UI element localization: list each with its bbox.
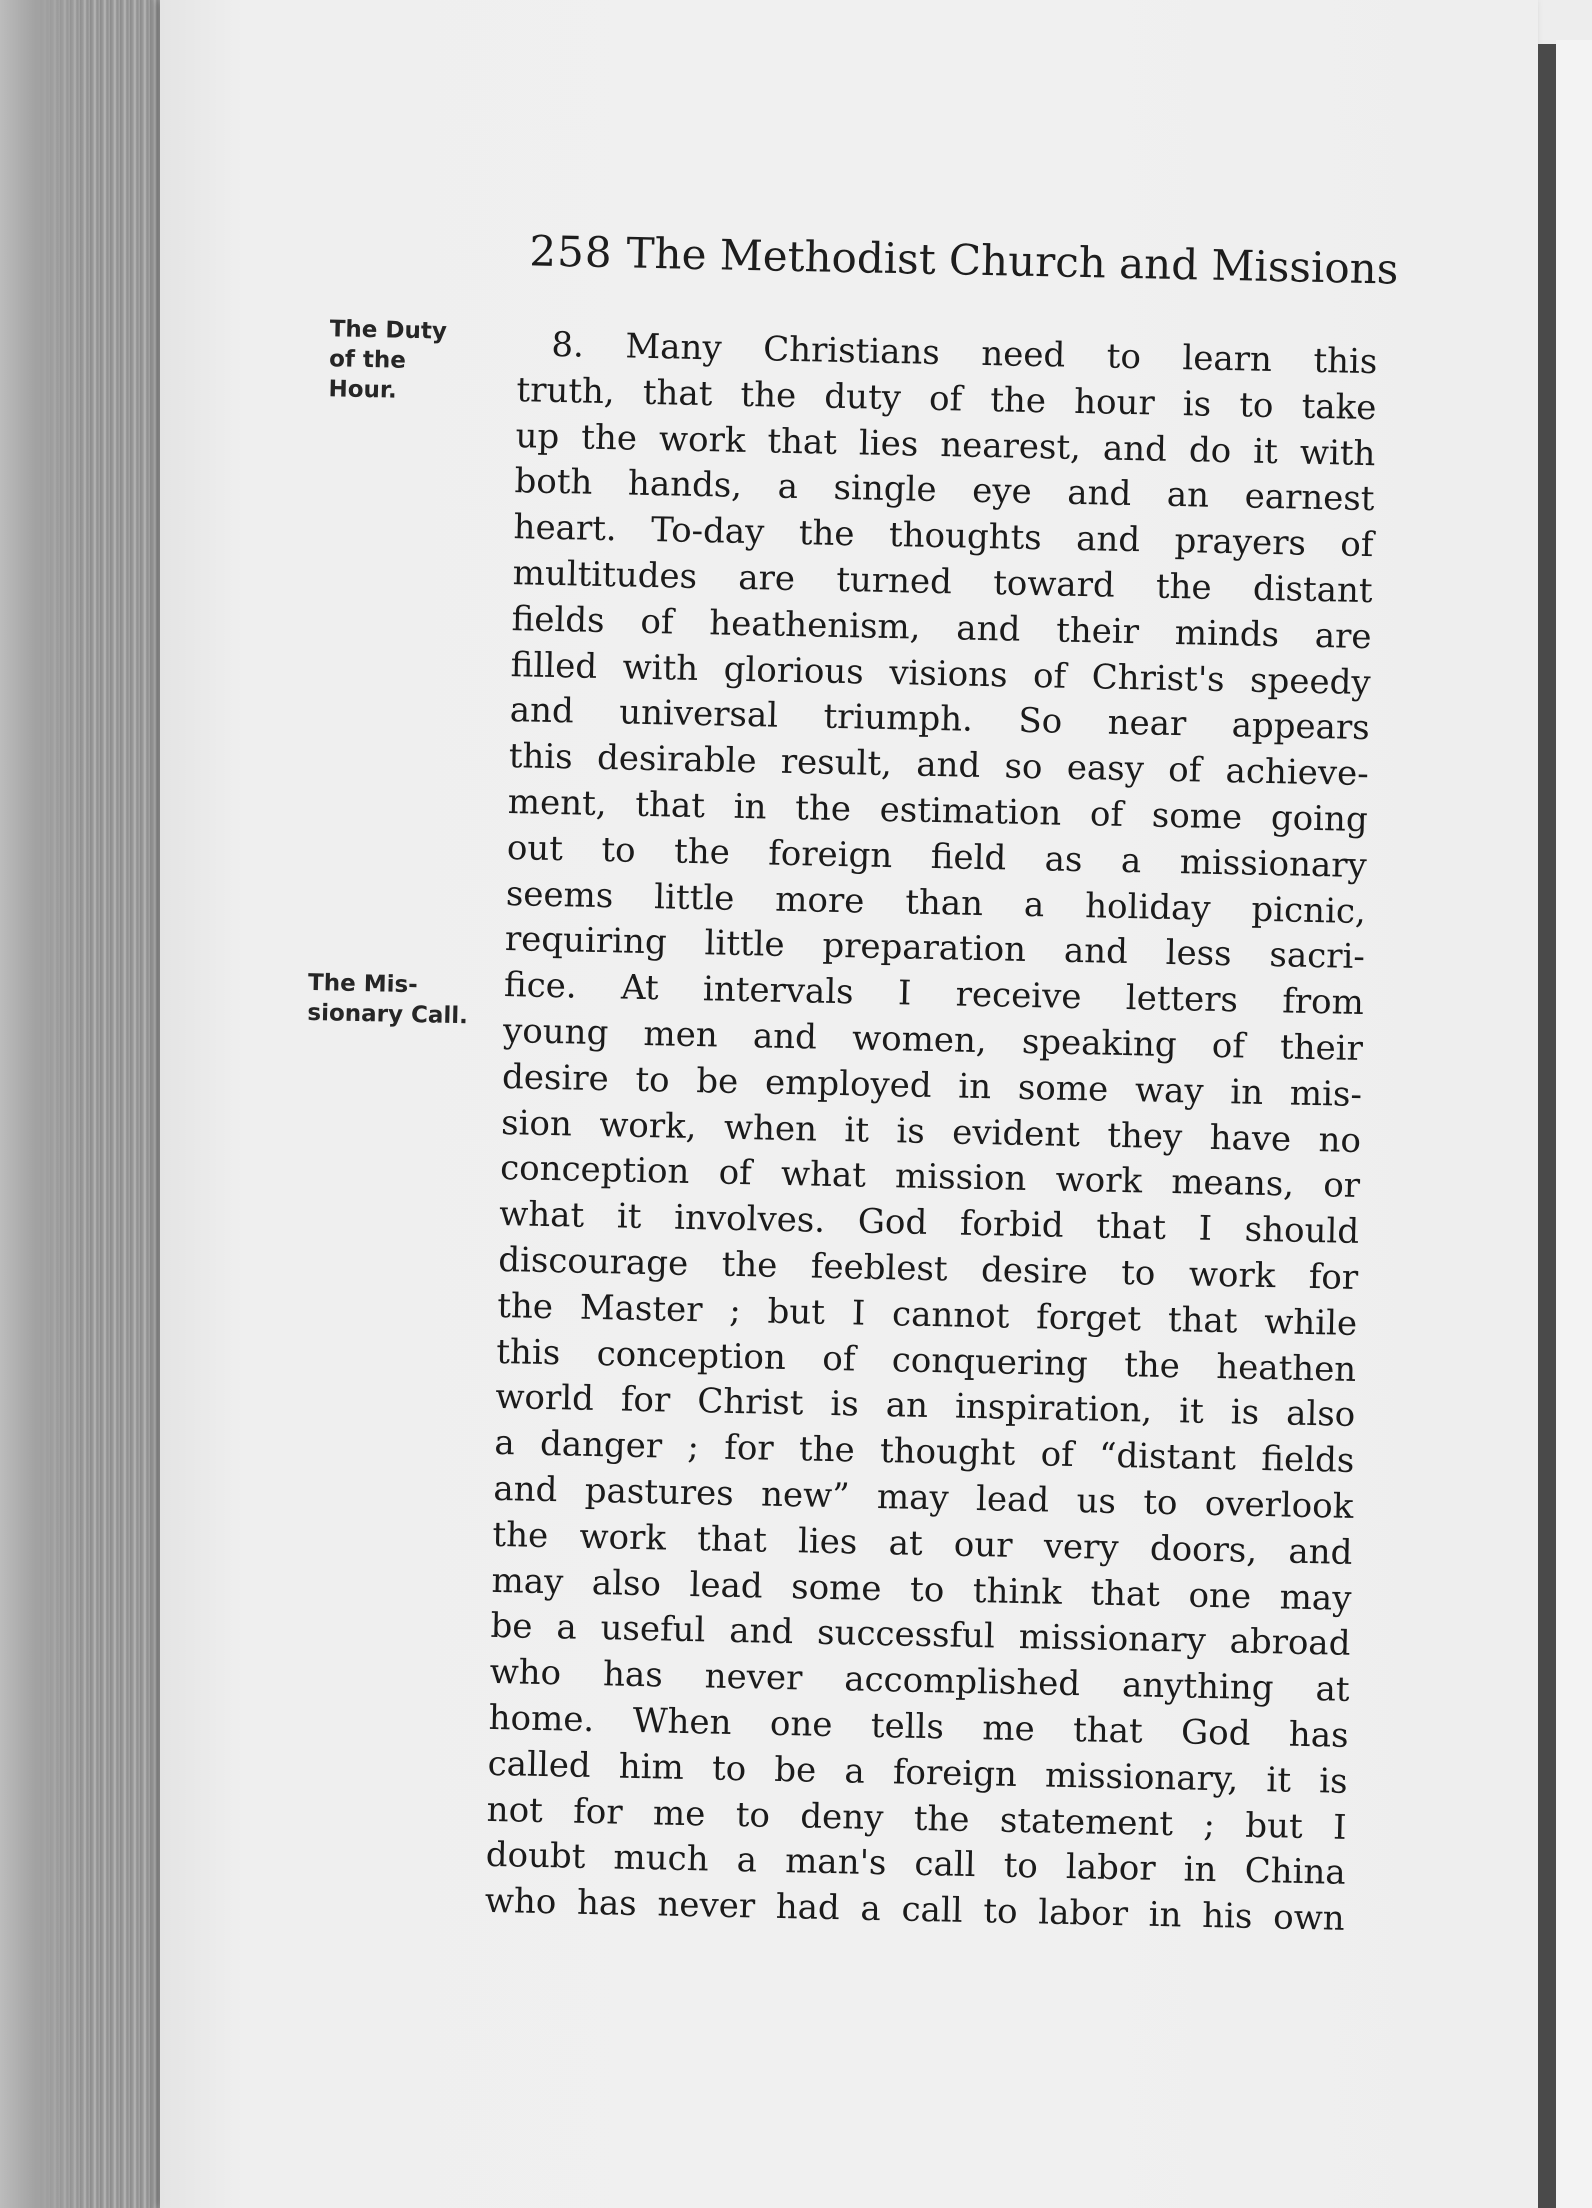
text-line: who has never had a call to labor in his own	[484, 1880, 1346, 1939]
text-line: world for Christ is an inspiration, it is also	[495, 1377, 1356, 1436]
text-line: desire to be employed in some way in mis-	[501, 1056, 1363, 1115]
text-line: filled with glorious visions of Christ's speedy	[510, 644, 1372, 703]
text-line: multitudes are turned toward the distant	[512, 553, 1373, 612]
running-title: The Methodist Church and Missions	[626, 228, 1399, 294]
text-line: be a useful and successful missionary abroad	[490, 1606, 1351, 1665]
text-line: conception of what mission work means, or	[499, 1148, 1361, 1207]
sidenote-line: Hour.	[328, 376, 397, 404]
text-line: called him to be a foreign missionary, it is	[487, 1743, 1348, 1802]
text-line: fields of heathenism, and their minds are	[511, 598, 1372, 657]
text-line: what it involves. God forbid that I should	[498, 1194, 1360, 1253]
facing-page-margin	[1556, 40, 1592, 2208]
text-line: 8. Many Christians need to learn this	[551, 324, 1378, 383]
text-line: and pastures new” may lead us to overlook	[493, 1468, 1354, 1527]
text-line: ment, that in the estimation of some going	[507, 782, 1369, 841]
text-line: not for me to deny the statement ; but I	[486, 1789, 1348, 1848]
text-line: this conception of conquering the heathen	[495, 1331, 1357, 1390]
text-line: heart. To-day the thoughts and prayers of	[513, 507, 1374, 566]
text-line: may also lead some to think that one may	[491, 1560, 1352, 1619]
text-line: discourage the feeblest desire to work for	[497, 1239, 1359, 1298]
text-line: up the work that lies nearest, and do it with	[515, 415, 1376, 474]
sidenote-line: The Mis-	[307, 969, 418, 999]
text-line: and universal triumph. So near appears	[509, 690, 1371, 749]
text-line: fice. At intervals I receive letters from	[503, 965, 1365, 1024]
sidenote-line: sionary Call.	[307, 999, 469, 1030]
sidenote-missionary-call	[307, 968, 478, 1032]
text-line: doubt much a man's call to labor in China	[485, 1835, 1347, 1894]
sidenote-duty-of-the-hour	[328, 314, 500, 408]
body-paragraph	[484, 322, 1377, 1943]
text-line: seems little more than a holiday picnic,	[505, 873, 1367, 932]
text-line: young men and women, speaking of their	[502, 1010, 1364, 1069]
text-line: this desirable result, and so easy of achieve-	[508, 736, 1370, 795]
text-line: requiring little preparation and less sacri-	[504, 919, 1366, 978]
text-line: home. When one tells me that God has	[488, 1697, 1349, 1756]
text-line: truth, that the duty of the hour is to take	[516, 369, 1377, 428]
text-line: the Master ; but I cannot forget that while	[496, 1285, 1358, 1344]
text-line: sion work, when it is evident they have no	[500, 1102, 1362, 1161]
text-line: out to the foreign field as a missionary	[506, 827, 1368, 886]
text-line: a danger ; for the thought of “distant fields	[494, 1423, 1355, 1482]
sidenote-line: of the	[328, 346, 407, 374]
book-edge-shadow	[0, 0, 90, 2208]
text-line: who has never accomplished anything at	[489, 1651, 1350, 1710]
text-line: the work that lies at our very doors, and	[492, 1514, 1353, 1573]
text-line: both hands, a single eye and an earnest	[514, 461, 1375, 520]
facing-page-gutter	[1538, 44, 1556, 2208]
sidenote-line: The Duty	[329, 316, 448, 345]
page-number: 258	[528, 226, 614, 278]
